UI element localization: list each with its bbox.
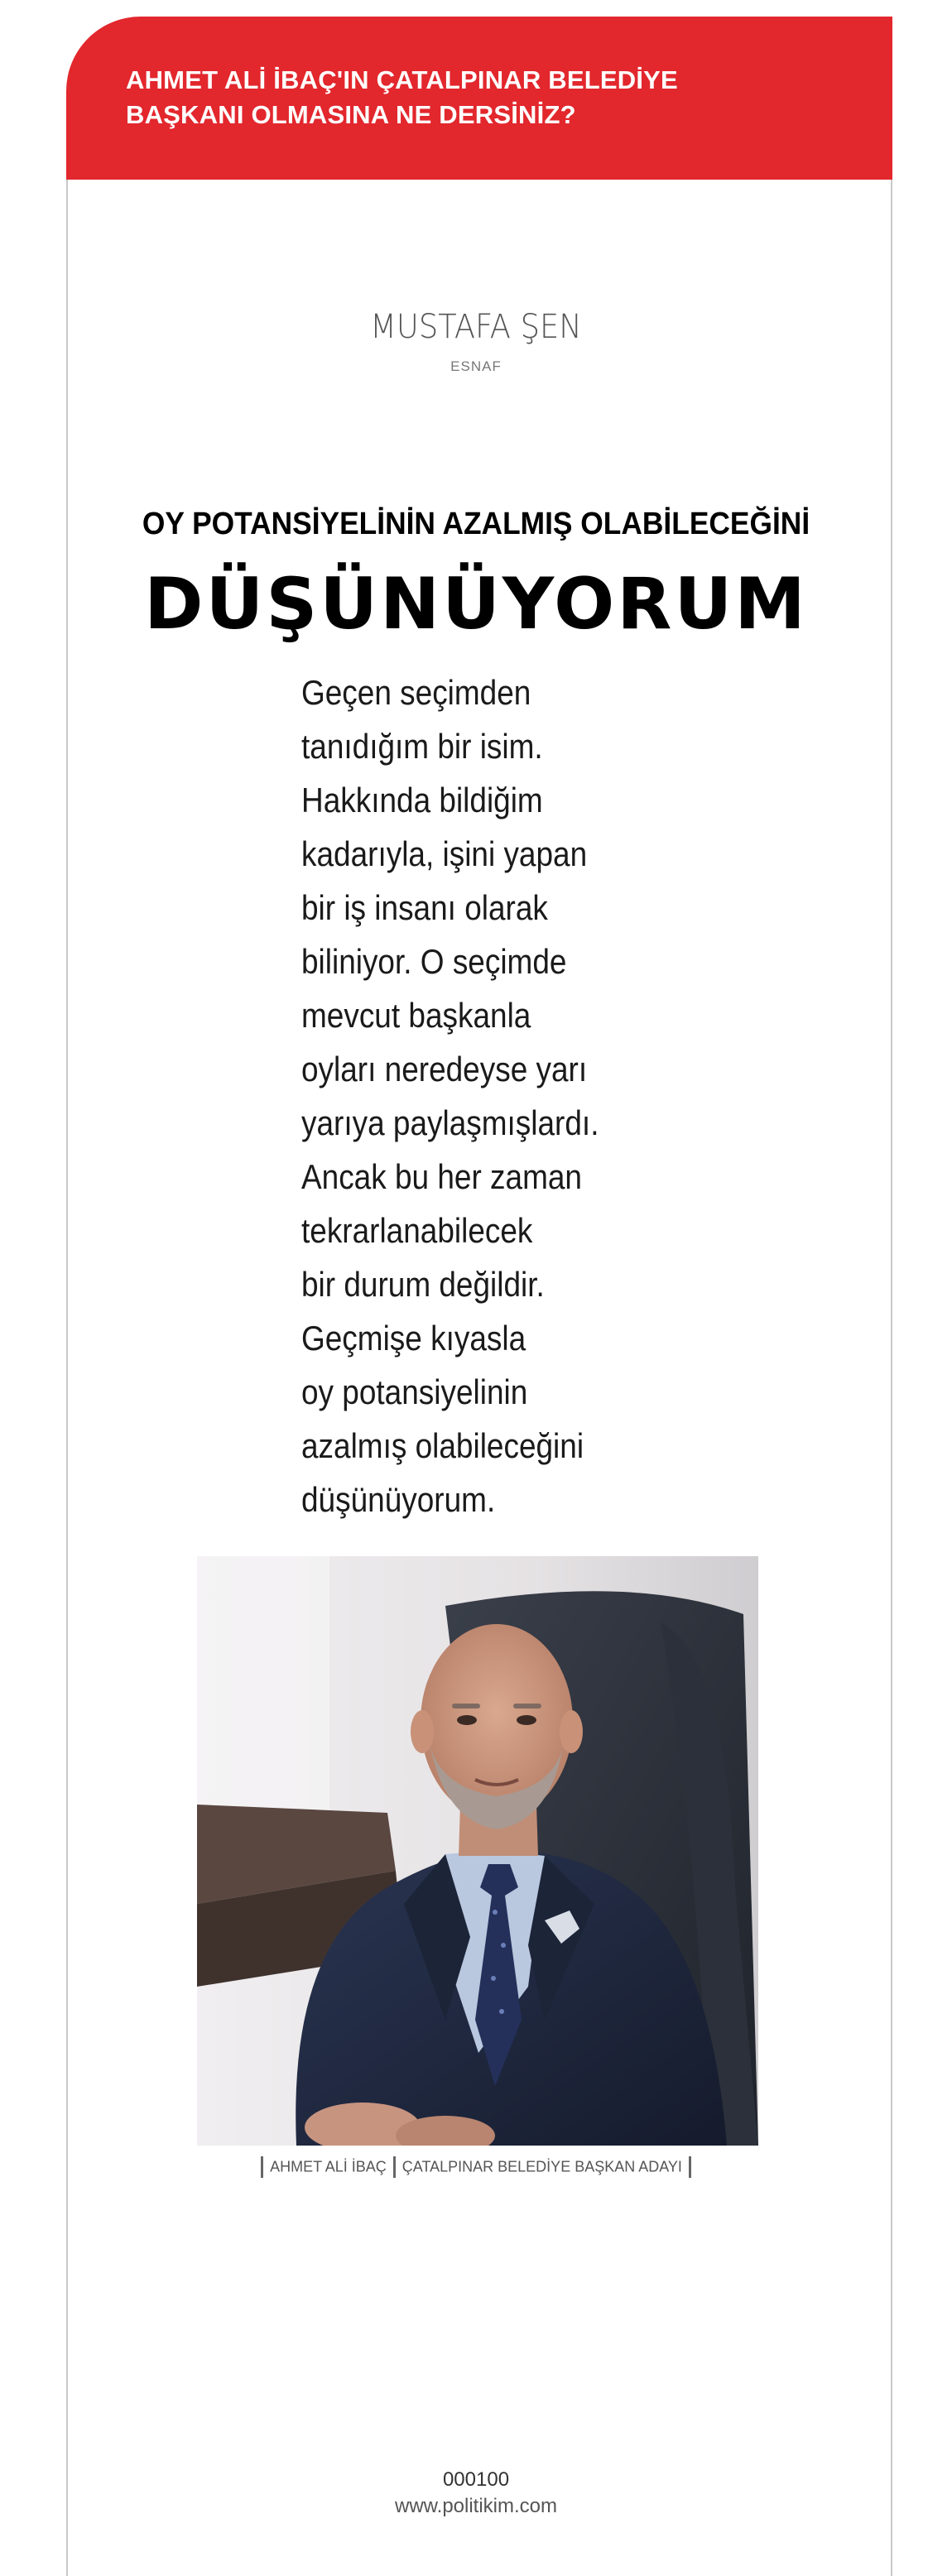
caption-divider <box>689 2156 691 2178</box>
quote-line: tanıdığım bir isim. <box>301 727 543 766</box>
quote-line: mevcut başkanla <box>301 996 531 1035</box>
quote-line: Geçmişe kıyasla <box>301 1319 526 1358</box>
quote-line: Hakkında bildiğim <box>301 781 543 819</box>
quote-line: Geçen seçimden <box>301 673 531 712</box>
author-role: ESNAF <box>450 358 502 374</box>
quote-line: bir durum değildir. <box>301 1265 545 1304</box>
headline-main: DÜŞÜNÜYORUM <box>144 563 808 646</box>
quote-line: oy potansiyelinin <box>301 1372 528 1411</box>
quote-line: kadarıyla, işini yapan <box>301 834 588 873</box>
footer-url[interactable]: www.politikim.com <box>394 2495 558 2517</box>
caption-divider <box>261 2156 263 2178</box>
banner-title <box>126 63 871 132</box>
banner-title-line-1: AHMET ALİ İBAÇ'IN ÇATALPINAR BELEDİYE <box>126 65 678 94</box>
quote-line: bir iş insanı olarak <box>301 888 548 927</box>
author-name: MUSTAFA ŞEN <box>370 308 582 346</box>
portrait-illustration <box>197 1556 758 2146</box>
quote-line: biliniyor. O seçimde <box>301 942 567 981</box>
header-banner <box>66 17 892 180</box>
quote-line: düşünüyorum. <box>301 1480 496 1519</box>
photo-caption <box>0 2156 952 2178</box>
candidate-photo <box>197 1556 758 2146</box>
quote-body <box>301 666 608 1526</box>
caption-name: AHMET ALİ İBAÇ <box>270 2158 387 2175</box>
quote-line: azalmış olabileceğini <box>301 1426 584 1465</box>
quote-line: Ancak bu her zaman <box>301 1157 582 1196</box>
quote-line: tekrarlanabilecek <box>301 1211 533 1250</box>
footer-code: 000100 <box>442 2468 510 2491</box>
caption-title: ÇATALPINAR BELEDİYE BAŞKAN ADAYI <box>401 2158 682 2175</box>
headline-subtitle: OY POTANSİYELİNİN AZALMIŞ OLABİLECEĞİNİ <box>142 507 810 541</box>
banner-title-line-2: BAŞKANI OLMASINA NE DERSİNİZ? <box>126 100 576 129</box>
caption-divider <box>393 2156 396 2178</box>
quote-line: yarıya paylaşmışlardı. <box>301 1103 599 1142</box>
quote-line: oyları neredeyse yarı <box>301 1050 588 1089</box>
